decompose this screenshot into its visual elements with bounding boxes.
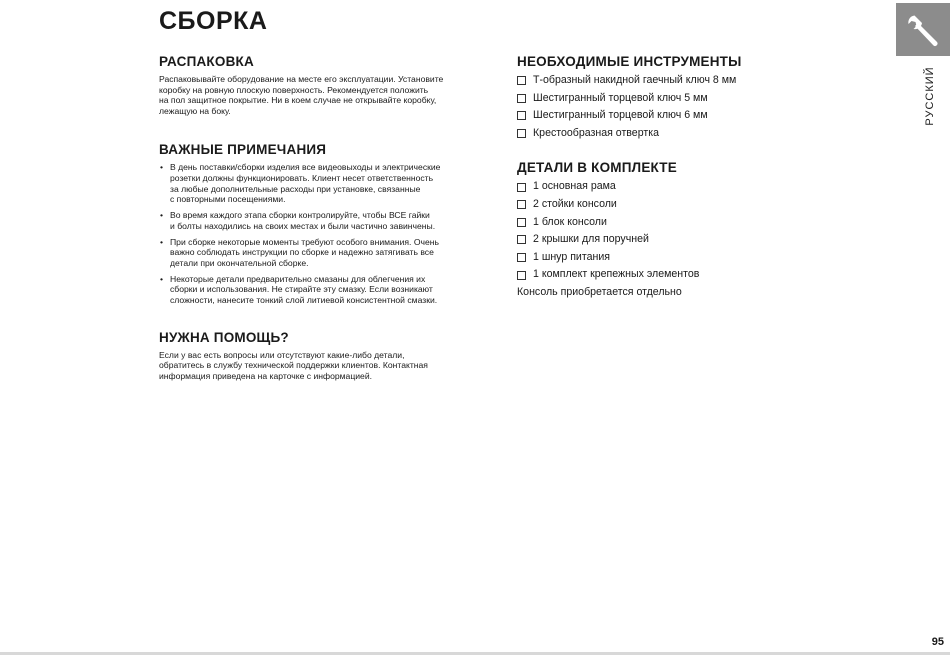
right-column bbox=[517, 52, 777, 298]
note-line: Во время каждого этапа сборки контролируйте, чтобы ВСЕ гайки bbox=[170, 210, 430, 221]
list-item bbox=[517, 125, 777, 143]
part-label: 2 стойки консоли bbox=[533, 197, 617, 210]
help-line: Если у вас есть вопросы или отсутствуют какие-либо детали, bbox=[159, 349, 405, 360]
checkbox-icon[interactable] bbox=[517, 271, 526, 280]
unpacking-line: Распаковывайте оборудование на месте его эксплуатации. Установите bbox=[159, 74, 444, 84]
list-item bbox=[517, 72, 777, 90]
unpacking-heading: РАСПАКОВКА bbox=[159, 54, 254, 69]
note-line: сборки и использования. Не стирайте эту смазку. Если возникают bbox=[170, 284, 433, 295]
parts-heading: ДЕТАЛИ В КОМПЛЕКТЕ bbox=[517, 160, 677, 176]
note-line: важно соблюдать инструкции по сборке и надежно затягивать все bbox=[170, 247, 434, 258]
language-tab bbox=[896, 3, 950, 56]
unpacking-line: лежащую на боку. bbox=[159, 105, 231, 116]
note-line: с повторными посещениями. bbox=[170, 194, 286, 205]
note-line: сложности, нанесите тонкий слой литиевой консистентной смазки. bbox=[170, 295, 438, 306]
help-line: информация приведена на карточке с информацией. bbox=[159, 370, 373, 381]
unpacking-line: на пол защитное покрытие. Ни в коем случае не открывайте коробку, bbox=[159, 95, 437, 106]
list-item bbox=[517, 90, 777, 108]
note-line: за любые дополнительные расходы при установке, связанные bbox=[170, 183, 421, 194]
list-item bbox=[159, 210, 464, 231]
tools-heading: НЕОБХОДИМЫЕ ИНСТРУМЕНТЫ bbox=[517, 54, 742, 69]
note-line: При сборке некоторые моменты требуют особого внимания. Очень bbox=[170, 236, 439, 247]
page-number: 95 bbox=[931, 636, 944, 648]
important-notes-heading: ВАЖНЫЕ ПРИМЕЧАНИЯ bbox=[159, 142, 327, 158]
unpacking-line: коробку на ровную плоскую поверхность. Рекомендуется положить bbox=[159, 84, 429, 95]
checkbox-icon[interactable] bbox=[517, 253, 526, 262]
note-line: В день поставки/сборки изделия все видеовыходы и электрические bbox=[170, 162, 441, 173]
left-column bbox=[159, 52, 464, 407]
checkbox-icon[interactable] bbox=[517, 183, 526, 192]
checkbox-icon[interactable] bbox=[517, 235, 526, 244]
part-label: 1 комплект крепежных элементов bbox=[533, 268, 700, 281]
list-item bbox=[517, 249, 777, 267]
bullet-icon: • bbox=[160, 236, 164, 247]
unpacking-text bbox=[159, 74, 464, 116]
bullet-icon: • bbox=[160, 210, 164, 221]
tool-label: Крестообразная отвертка bbox=[533, 126, 659, 139]
important-notes-list bbox=[159, 162, 464, 305]
need-help-section bbox=[159, 330, 464, 382]
checkbox-icon[interactable] bbox=[517, 218, 526, 227]
bullet-icon: • bbox=[160, 273, 164, 284]
list-item bbox=[517, 231, 777, 249]
list-item bbox=[517, 214, 777, 232]
note-line: розетки должны функционировать. Клиент несет ответственность bbox=[170, 172, 434, 183]
part-label: 1 шнур питания bbox=[533, 250, 610, 263]
list-item bbox=[517, 196, 777, 214]
checkbox-icon[interactable] bbox=[517, 111, 526, 120]
console-note: Консоль приобретается отдельно bbox=[517, 285, 682, 298]
language-label: РУССКИЙ bbox=[924, 66, 936, 126]
tool-label: Т-образный накидной гаечный ключ 8 мм bbox=[533, 74, 737, 86]
need-help-heading: НУЖНА ПОМОЩЬ? bbox=[159, 329, 289, 345]
tool-label: Шестигранный торцевой ключ 5 мм bbox=[533, 91, 708, 104]
list-item bbox=[159, 162, 464, 204]
list-item bbox=[159, 237, 464, 269]
bullet-icon: • bbox=[160, 162, 164, 173]
help-line: обратитесь в службу технической поддержки клиентов. Контактная bbox=[159, 360, 428, 371]
page-title: СБОРКА bbox=[159, 7, 268, 35]
checkbox-icon[interactable] bbox=[517, 94, 526, 103]
checkbox-icon[interactable] bbox=[517, 200, 526, 209]
parts-checklist bbox=[517, 178, 777, 284]
part-label: 1 основная рама bbox=[533, 180, 616, 193]
unpacking-section bbox=[159, 54, 464, 116]
note-line: детали при окончательной сборке. bbox=[170, 257, 309, 268]
note-line: Некоторые детали предварительно смазаны для облегчения их bbox=[170, 273, 426, 284]
tool-label: Шестигранный торцевой ключ 6 мм bbox=[533, 109, 708, 122]
list-item bbox=[159, 274, 464, 306]
tools-checklist bbox=[517, 72, 777, 142]
list-item bbox=[517, 266, 777, 284]
list-item bbox=[517, 107, 777, 125]
tools-section bbox=[517, 54, 777, 142]
parts-section bbox=[517, 160, 777, 298]
checkbox-icon[interactable] bbox=[517, 76, 526, 85]
part-label: 1 блок консоли bbox=[533, 215, 607, 228]
part-label: 2 крышки для поручней bbox=[533, 233, 649, 246]
checkbox-icon[interactable] bbox=[517, 129, 526, 138]
list-item bbox=[517, 178, 777, 196]
need-help-text bbox=[159, 350, 464, 382]
important-notes-section bbox=[159, 142, 464, 305]
note-line: и болты находились на своих местах и были частично завинчены. bbox=[170, 220, 436, 231]
